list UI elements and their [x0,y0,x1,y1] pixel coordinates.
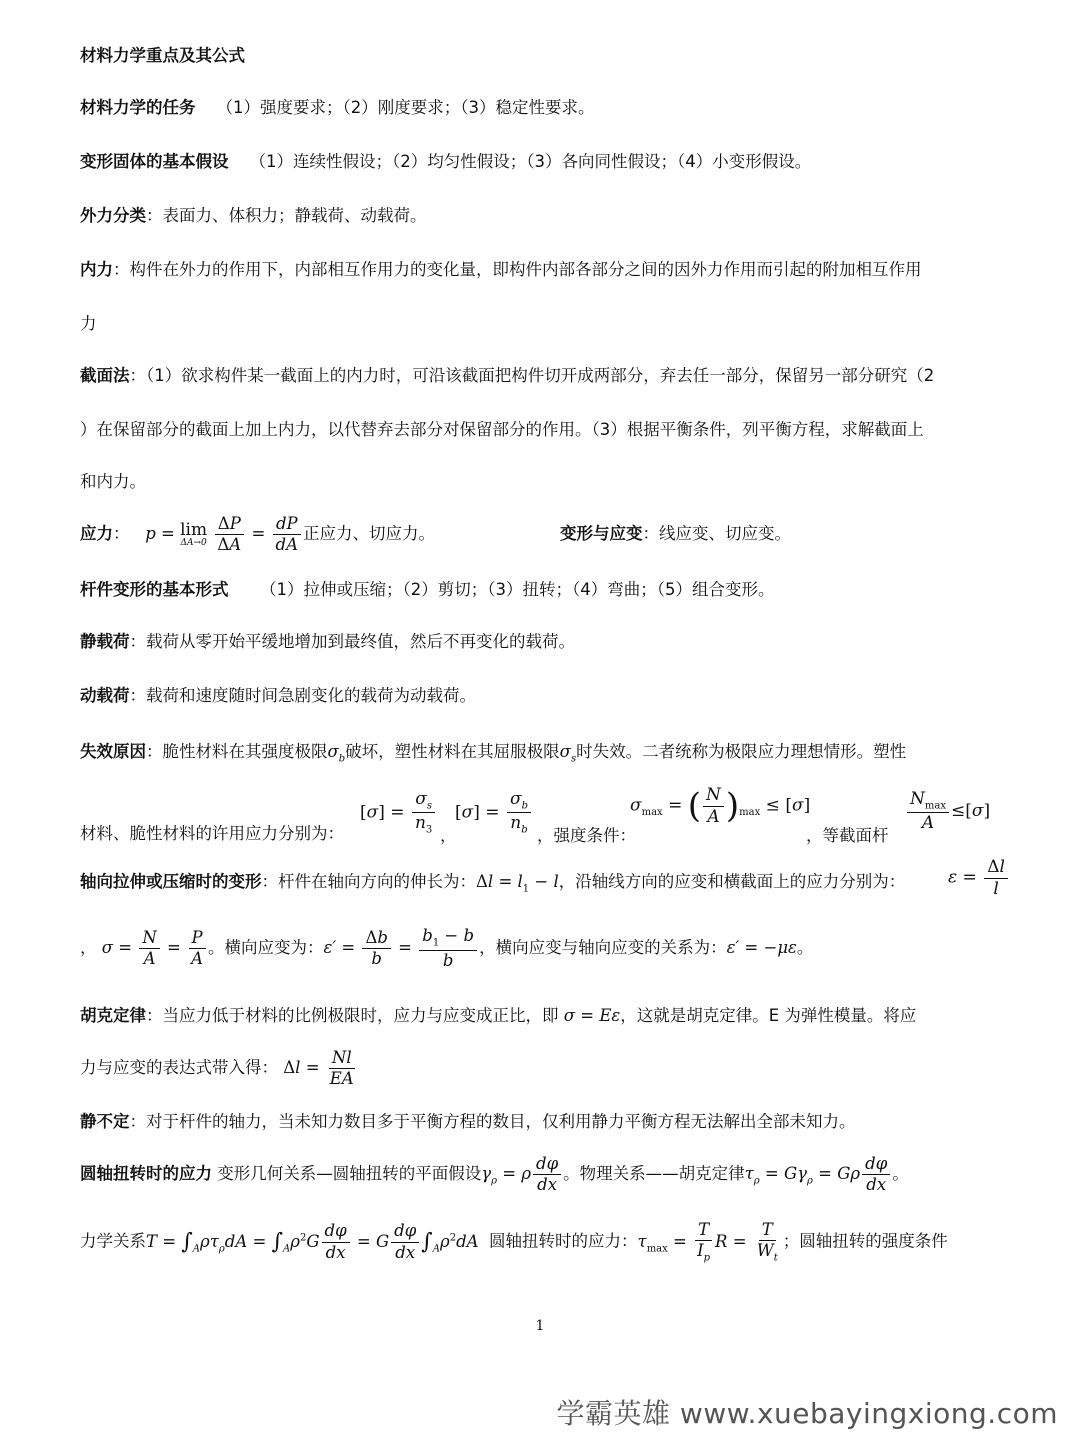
failure-text1: ：脆性材料在其强度极限 [146,742,328,761]
section-failure [80,740,1010,771]
tasks-text: （1）强度要求；（2）刚度要求；（3）稳定性要求。 [216,98,595,117]
axial-text2: ，沿轴线方向的应变和横截面上的应力分别为： [558,872,906,891]
torsion-stress-formula: $\tau_{max}$ = $\frac{T}{I_p}$ R = $\frac{T}{W_t}$ [637,1219,778,1264]
torsion-line2 [80,1210,1010,1266]
mechanics-label: 力学关系 [80,1231,146,1251]
section-method-heading: 截面法 [80,366,130,385]
equal-section-formula: $\frac{N_{max}}{A}$ ≤[σ] [905,790,990,833]
internal-text: ：构件在外力的作用下，内部相互作用力的变化量，即构件内部各部分之间的因外力作用而引起的附加相互作用 [113,260,922,279]
stress-formula: p = lim ΔA→0 $\frac{\Delta P}{\Delta A}$ = $\frac{dP}{dA}$ [135,524,303,543]
failure-text2: 破坏，塑性材料在其屈服极限 [345,742,560,761]
poisson-formula: ε′ = −με [726,938,797,957]
section-assumptions [80,150,1010,174]
axial-text1: ：杆件在轴向方向的伸长为： [261,872,476,891]
section-stress [80,510,1010,558]
strain-formula: ε = $\frac{\Delta l}{l}$ [948,858,1010,898]
transverse-formula: ε′ = $\frac{\Delta b}{b}$ = $\frac{b_1 - b}{b}$ [324,938,480,957]
torsion-heading: 圆轴扭转时的应力 [80,1164,212,1183]
assumptions-text: （1）连续性假设；（2）均匀性假设；（3）各向同性假设；（4）小变形假设。 [249,152,812,171]
torsion-text2: 。物理关系——胡克定律 [563,1164,745,1183]
section-method-text1: ：（1）欲求构件某一截面上的内力时，可沿该截面把构件切开成两部分，弃去任一部分，保留另一部分研究（2 [129,366,935,385]
failure-line2-label: 材料、脆性材料的许用应力分别为： [80,824,344,843]
strength-condition-formula: $\sigma_{max}$ = ( $\frac{N}{A}$ )$_{max} \le [\sigma]$ [630,785,811,827]
dynamic-load-heading: 动载荷 [80,686,130,705]
rod-forms-heading: 杆件变形的基本形式 [80,580,229,599]
axial-heading: 轴向拉伸或压缩时的变形 [80,872,262,891]
torsion-geometry-formula: $\gamma_\rho = \rho$ $\frac{d\varphi}{dx}$ [481,1164,563,1183]
hooke-line2 [80,1044,1010,1092]
stress-text: 正应力、切应力。 [303,524,436,543]
stress-colon: ： [113,524,130,543]
hooke-line2-text: 力与应变的表达式带入得： [80,1058,278,1077]
sigma-s: $\sigma_s$ [559,742,577,765]
torsion-text1: 变形几何关系—圆轴扭转的平面假设 [217,1164,482,1183]
rod-forms-text: （1）拉伸或压缩；（2）剪切；（3）扭转；（4）弯曲；（5）组合变形。 [259,580,775,599]
elongation-hooke-formula: Δl = $\frac{Nl}{EA}$ [283,1047,354,1088]
allowable-stress-brittle: [σ] = $\frac{\sigma_b}{n_b}$ [455,790,533,836]
axial-line2 [80,924,1010,972]
hooke-text1: ：当应力低于材料的比例极限时，应力与应变成正比，即 [146,1006,559,1025]
doc-title: 材料力学重点及其公式 [80,46,245,65]
section-external-force [80,204,1010,228]
section-hooke [80,1004,1010,1028]
assumptions-heading: 变形固体的基本假设 [80,152,229,171]
section-internal-force [80,258,1010,282]
axial-comma: ， [80,938,97,957]
torsion-physical-formula: $\tau_\rho = G\gamma_\rho = G\rho$ $\frac{d\varphi}{dx}$ [745,1164,893,1183]
indeterminate-text: ：对于杆件的轴力，当未知力数目多于平衡方程的数目，仅利用静力平衡方程无法解出全部未知力。 [129,1112,856,1131]
section-method-text3: 和内力。 [80,472,146,491]
indeterminate-heading: 静不定 [80,1112,130,1131]
section-axial [80,870,1010,901]
section-indeterminate [80,1110,1010,1134]
strength-condition-label: ，强度条件： [537,826,636,845]
elongation-formula: $\Delta l = l_1 - l$ [476,872,559,895]
tasks-heading: 材料力学的任务 [80,98,196,117]
stress-heading: 应力 [80,524,113,543]
failure-heading: 失效原因 [80,742,146,761]
sigma-b: $\sigma_b$ [327,742,346,765]
static-load-text: ：载荷从零开始平缓地增加到最终值，然后不再变化的载荷。 [129,632,575,651]
strain-text: ：线应变、切应变。 [642,524,791,543]
allowable-stress-plastic: [σ] = $\frac{\sigma_s}{n_3}$ [360,790,437,836]
watermark: 学霸英雄 www.xuebayingxiong.com [556,1397,1058,1430]
hooke-text2: ，这就是胡克定律。E 为弹性模量。将应 [620,1006,917,1025]
page-number: 1 [535,1318,545,1334]
transverse-label: 。横向应变为： [208,938,324,957]
hooke-heading: 胡克定律 [80,1006,146,1025]
axial-stress-formula: σ = $\frac{N}{A}$ = $\frac{P}{A}$ [102,938,208,957]
torsion-stress-label: 圆轴扭转时的应力： [489,1231,638,1251]
static-load-heading: 静载荷 [80,632,130,651]
internal-text-cont: 力 [80,314,97,333]
dynamic-load-text: ：载荷和速度随时间急剧变化的载荷为动载荷。 [129,686,476,705]
axial-period: 。 [796,938,814,957]
internal-heading: 内力 [80,260,113,279]
failure-comma: ， [440,826,457,845]
section-torsion [80,1150,1010,1198]
mechanics-formula: $T = \int_A\rho\tau_\rho dA = \int_A\rho^2G$ $\frac{d\varphi}{dx}$ = G $\frac{d\varphi}{dx}$ $\int_A\rho^2dA$ [146,1221,479,1262]
section-static-load [80,630,1010,654]
deformation-strain [560,522,791,546]
section-method [80,364,1010,388]
section-method-text2: ）在保留部分的截面上加上内力，以代替弃去部分对保留部分的作用。（3）根据平衡条件，列平衡方程，求解截面上 [80,420,924,439]
torsion-strength-label: ；圆轴扭转的强度条件 [782,1231,948,1251]
external-text: ：表面力、体积力；静载荷、动载荷。 [146,206,427,225]
hooke-formula: σ = Eε [563,1006,621,1025]
section-tasks [80,96,1010,120]
section-dynamic-load [80,684,1010,708]
strain-heading: 变形与应变 [560,524,643,543]
torsion-text3: 。 [892,1164,909,1183]
equal-section-label: ，等截面杆 [806,826,889,845]
external-heading: 外力分类 [80,206,146,225]
section-rod-forms [80,578,1010,602]
relation-label: ，横向应变与轴向应变的关系为： [479,938,727,957]
failure-text3: 时失效。二者统称为极限应力理想情形。塑性 [576,742,907,761]
